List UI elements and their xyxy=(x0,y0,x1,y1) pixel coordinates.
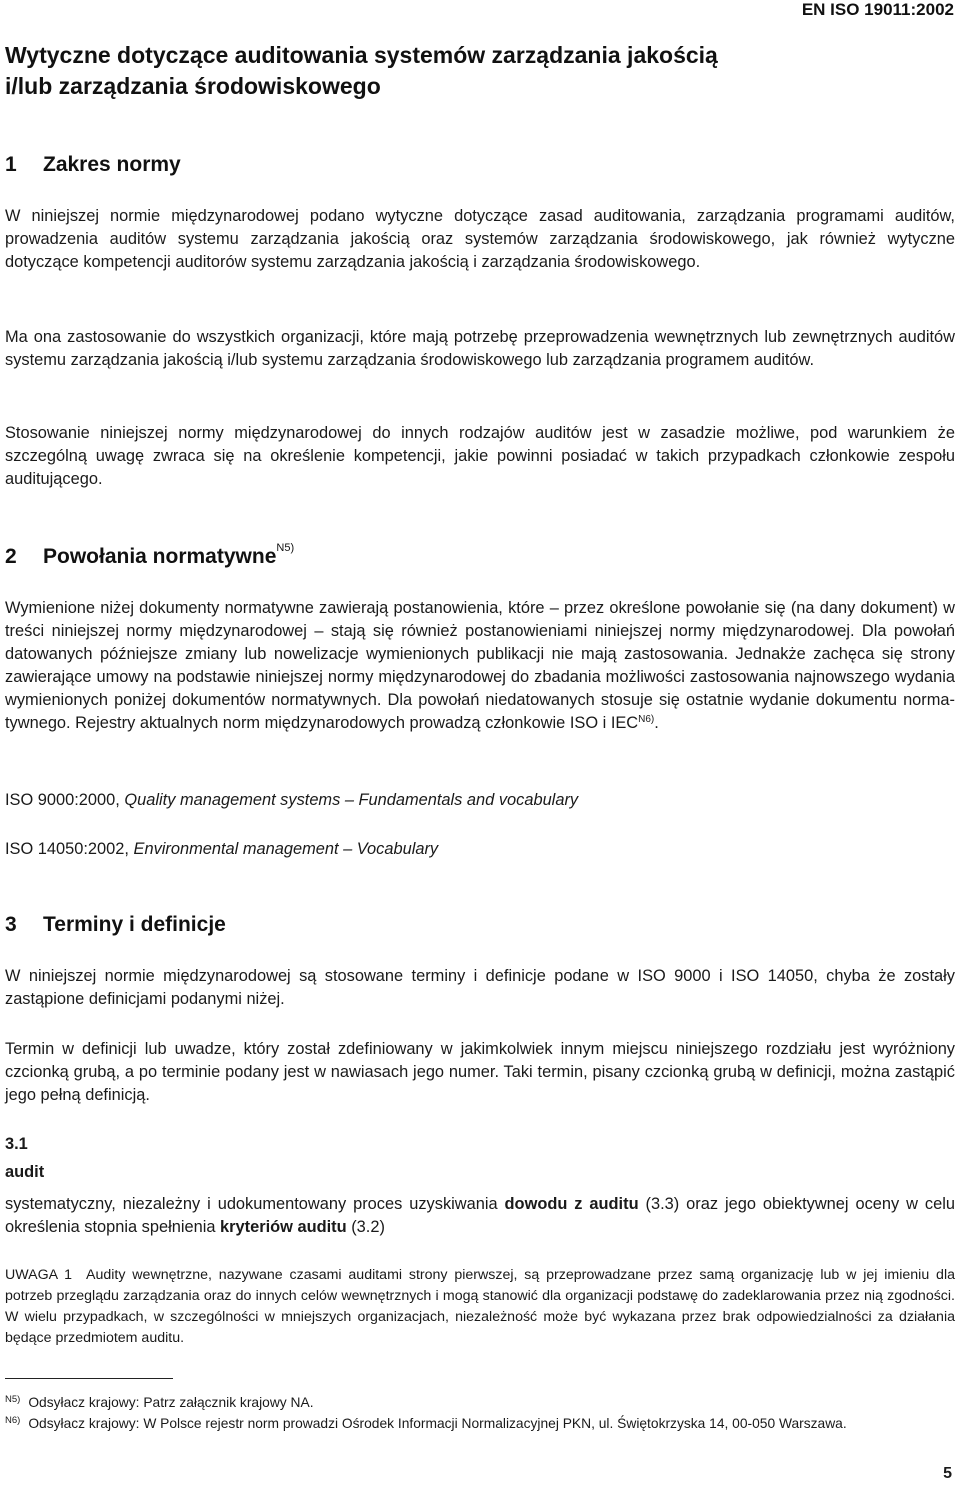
note-text: Audity wewnętrzne, nazywane czasami auditami strony pierwszej, są przeprowadzane przez samą organizację lub w jej imieniu dla potrzeb przeglądu zarządzania oraz do innych celów wewnętrznych i mogą stanowić dla organizacji podstawę do zadeklarowania przez nią zgodności. W wielu przypadkach, w szczególności w mniejszych organizacjach, niezależność może być wykazana przez brak odpowiedzialności za działania będące przedmiotem auditu. xyxy=(5,1267,955,1346)
section-1-heading xyxy=(5,153,181,177)
section-number: 1 xyxy=(5,153,17,176)
definition-text: systematyczny, niezależny i udokumentowany proces uzyskiwania xyxy=(5,1195,505,1213)
section-3-paragraph-1: W niniejszej normie międzynarodowej są stosowane terminy i definicje podane w ISO 9000 i ISO 14050, chyba że zostały zastąpione definicjami podanymi niżej. xyxy=(5,967,955,1008)
definition-text: (3.2) xyxy=(346,1218,385,1236)
document-title xyxy=(5,40,905,102)
footnote-mark: N5) xyxy=(5,1394,21,1405)
reference-code: ISO 9000:2000, xyxy=(5,791,120,809)
section-3-paragraph-2: Termin w definicji lub uwadze, który został zdefiniowany w jakimkolwiek innym miejscu niniejszego rozdziału jest wyróżniony czcionką grubą, a po terminie podany jest w nawiasach jego numer. Taki termin, pisany czcionką grubą w definicji, można zastąpić jego pełną definicją. xyxy=(5,1040,955,1104)
note xyxy=(5,1265,955,1349)
term-reference: dowodu z auditu xyxy=(504,1195,639,1213)
definition-text: (3.3) oraz jego obiektywnej oceny w celu określenia stopnia spełnienia xyxy=(5,1195,955,1236)
footnote-text: Odsyłacz krajowy: Patrz załącznik krajowy NA. xyxy=(28,1395,314,1410)
footnote-mark: N6) xyxy=(5,1415,21,1426)
term-reference: kryteriów auditu xyxy=(220,1218,347,1236)
standard-code: EN ISO 19011:2002 xyxy=(801,0,954,19)
footnote-text: Odsyłacz krajowy: W Polsce rejestr norm prowadzi Ośrodek Informacji Normalizacyjnej PKN, ul. Świętokrzyska 14, 00-050 Warszawa. xyxy=(28,1416,847,1431)
section-title: Zakres normy xyxy=(43,153,181,176)
section-2-paragraph xyxy=(5,597,955,735)
title-line-2: i/lub zarządzania środowiskowego xyxy=(5,73,381,99)
section-1-paragraph-1: W niniejszej normie międzynarodowej podano wytyczne dotyczące zasad auditowania, zarządzania programami auditów, prowadzenia auditów systemu zarządzania jakością oraz systemów zarządzania środowiskowego, jak również wytyczne dotyczące kompetencji auditorów systemu zarządzania jakością i zarządzania środowiskowego. xyxy=(5,207,955,271)
footnote-ref[interactable]: N5) xyxy=(276,542,295,554)
footnote-item xyxy=(5,1393,955,1412)
note-label: UWAGA 1 xyxy=(5,1267,73,1283)
paragraph-text: Wymienione niżej dokumenty normatywne zawierają postanowienia, które – przez określone powołanie się (na dany dokument) w treści niniejszej normy międzynarodowej – stają się również postanowieniami niniejszej normy międzynarodowej. Dla powołań datowanych późniejsze zmiany lub nowelizacje wymienionych publikacji nie mają zastosowania. Jednakże zachęca się strony zawierające umowy na podstawie niniejszej normy międzynarodowej do zbadania możliwości zastosowania najnowszego wydania wymienionych poniżej dokumentów normatywnych. Dla powołań niedatowanych stosuje się ostatnie wydanie dokumentu normatywnego. Rejestry aktualnych norm międzynarodowych prowadzą członkowie ISO i IEC xyxy=(5,599,955,732)
section-title: Powołania normatywne xyxy=(43,545,277,568)
reference-title: Environmental management – Vocabulary xyxy=(133,840,439,858)
title-line-1: Wytyczne dotyczące auditowania systemów zarządzania jakością xyxy=(5,42,718,68)
reference-title: Quality management systems – Fundamentals and vocabulary xyxy=(124,791,579,809)
section-2-heading xyxy=(5,542,295,569)
section-number: 3 xyxy=(5,913,17,936)
reference-code: ISO 14050:2002, xyxy=(5,840,129,858)
section-number: 2 xyxy=(5,545,17,568)
page-number: 5 xyxy=(943,1465,952,1482)
section-1-paragraph-2: Ma ona zastosowanie do wszystkich organizacji, które mają potrzebę przeprowadzenia wewnętrznych lub zewnętrznych auditów systemu zarządzania jakością i/lub systemu zarządzania środowiskowego lub zarządzania programem auditów. xyxy=(5,328,955,369)
section-title: Terminy i definicje xyxy=(43,913,226,936)
term-name: audit xyxy=(5,1163,45,1181)
paragraph-end: . xyxy=(654,714,659,732)
section-3-heading xyxy=(5,913,226,937)
footnote-divider xyxy=(5,1378,173,1379)
term-number: 3.1 xyxy=(5,1135,28,1153)
section-1-paragraph-3: Stosowanie niniejszej normy międzynarodowej do innych rodzajów auditów jest w zasadzie możliwe, pod warunkiem że szczególną uwagę zwraca się na określenie kompetencji, jakie powinni posiadać w takich przypadkach członkowie zespołu auditującego. xyxy=(5,424,955,488)
term-definition xyxy=(5,1193,955,1239)
reference-item xyxy=(5,789,955,812)
footnote-item xyxy=(5,1414,955,1433)
footnote-ref[interactable]: N6) xyxy=(638,714,655,725)
reference-item xyxy=(5,838,955,861)
